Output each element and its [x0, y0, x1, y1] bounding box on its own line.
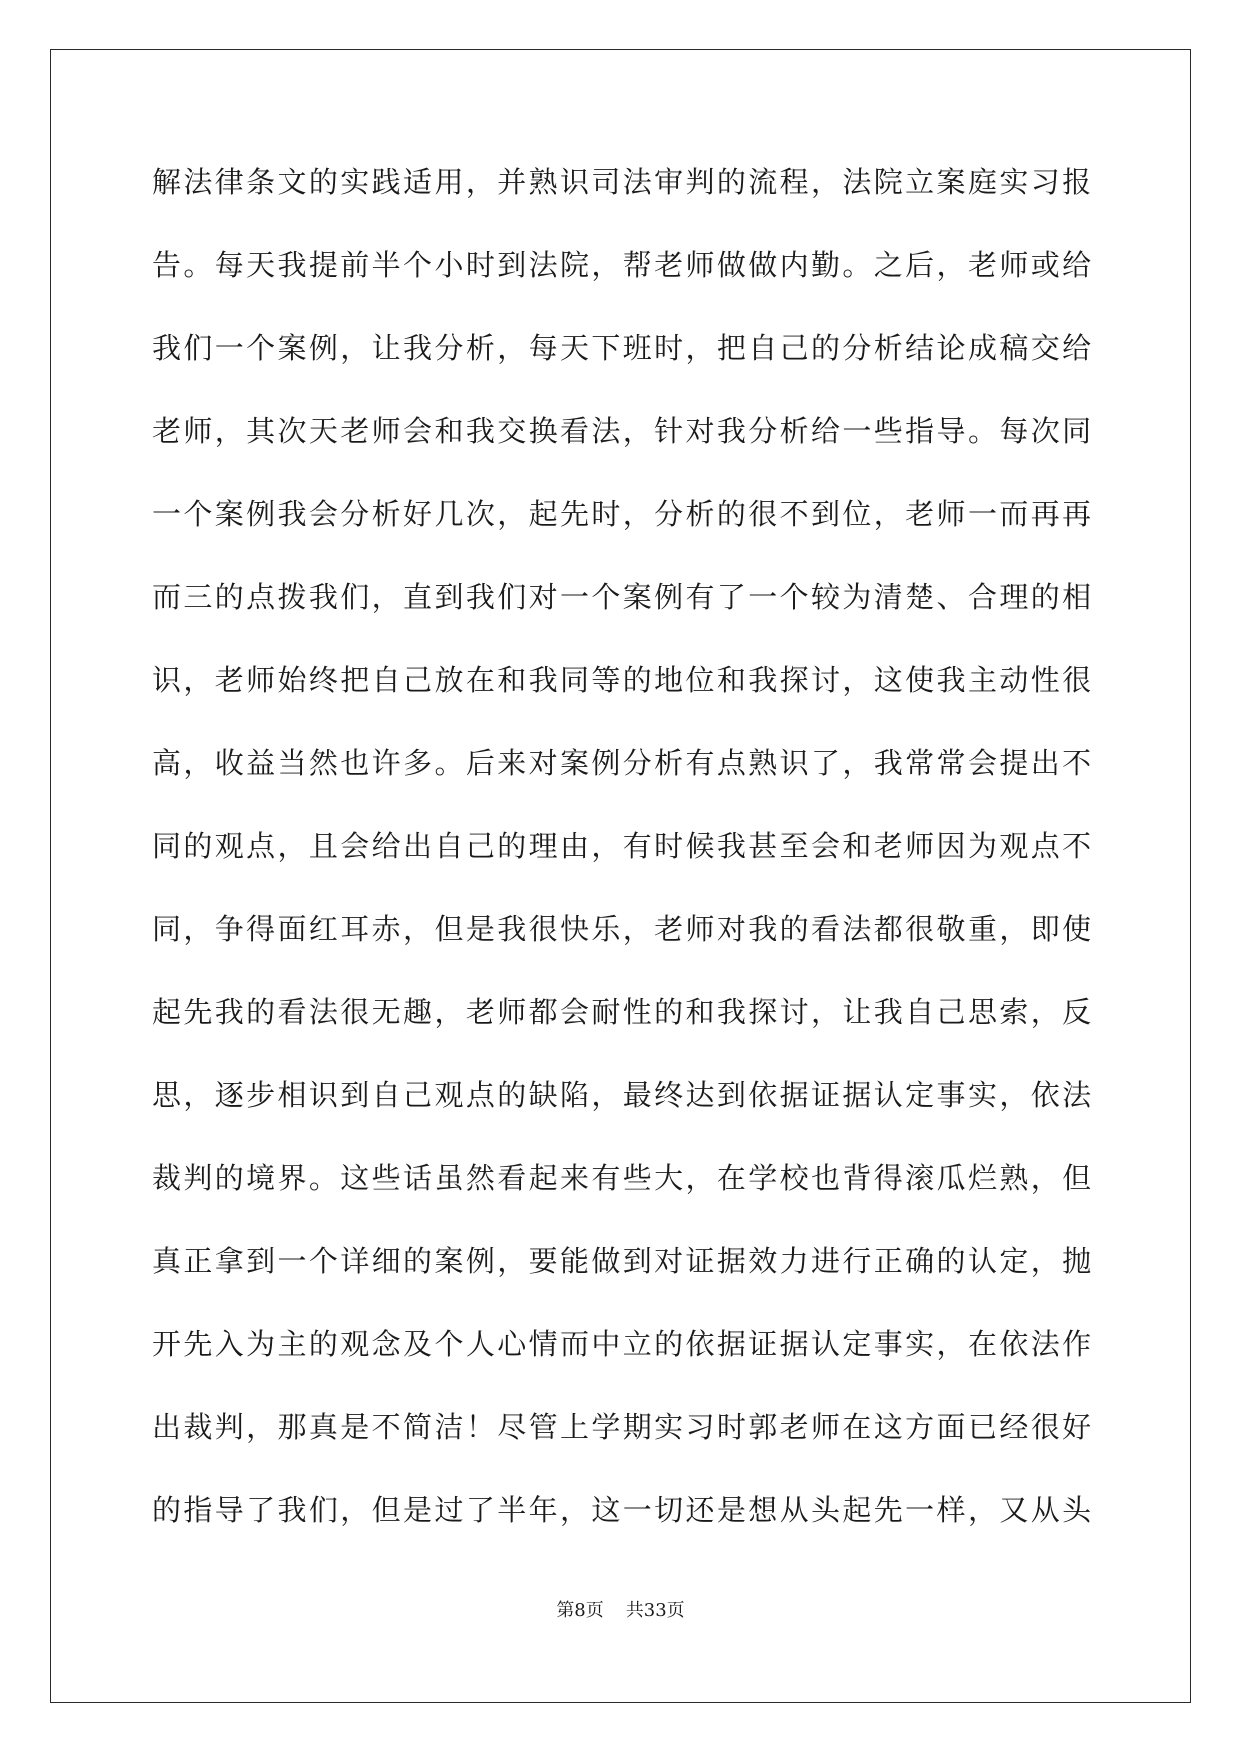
text-line: 而三的点拨我们，直到我们对一个案例有了一个较为清楚、合理的相: [152, 580, 1092, 614]
text-line: 出裁判，那真是不简洁！尽管上学期实习时郭老师在这方面已经很好: [152, 1410, 1092, 1444]
text-line: 高，收益当然也许多。后来对案例分析有点熟识了，我常常会提出不: [152, 746, 1092, 780]
text-line: 裁判的境界。这些话虽然看起来有些大，在学校也背得滚瓜烂熟，但: [152, 1161, 1092, 1195]
page-number: 第8页: [556, 1600, 604, 1621]
page-footer: [0, 1596, 1241, 1622]
text-line: 真正拿到一个详细的案例，要能做到对证据效力进行正确的认定，抛: [152, 1244, 1092, 1278]
text-line: 的指导了我们，但是过了半年，这一切还是想从头起先一样，又从头: [152, 1493, 1092, 1527]
text-line: 告。每天我提前半个小时到法院，帮老师做做内勤。之后，老师或给: [152, 248, 1092, 282]
document-body: [152, 160, 1092, 1571]
text-line: 开先入为主的观念及个人心情而中立的依据证据认定事实，在依法作: [152, 1327, 1092, 1361]
text-line: 同，争得面红耳赤，但是我很快乐，老师对我的看法都很敬重，即使: [152, 912, 1092, 946]
text-line: 同的观点，且会给出自己的理由，有时候我甚至会和老师因为观点不: [152, 829, 1092, 863]
text-line: 老师，其次天老师会和我交换看法，针对我分析给一些指导。每次同: [152, 414, 1092, 448]
text-line: 一个案例我会分析好几次，起先时，分析的很不到位，老师一而再再: [152, 497, 1092, 531]
text-line: 识，老师始终把自己放在和我同等的地位和我探讨，这使我主动性很: [152, 663, 1092, 697]
text-line: 起先我的看法很无趣，老师都会耐性的和我探讨，让我自己思索，反: [152, 995, 1092, 1029]
page-total: 共33页: [625, 1600, 685, 1621]
text-line: 思，逐步相识到自己观点的缺陷，最终达到依据证据认定事实，依法: [152, 1078, 1092, 1112]
text-line: 解法律条文的实践适用，并熟识司法审判的流程，法院立案庭实习报: [152, 165, 1092, 199]
text-line: 我们一个案例，让我分析，每天下班时，把自己的分析结论成稿交给: [152, 331, 1092, 365]
